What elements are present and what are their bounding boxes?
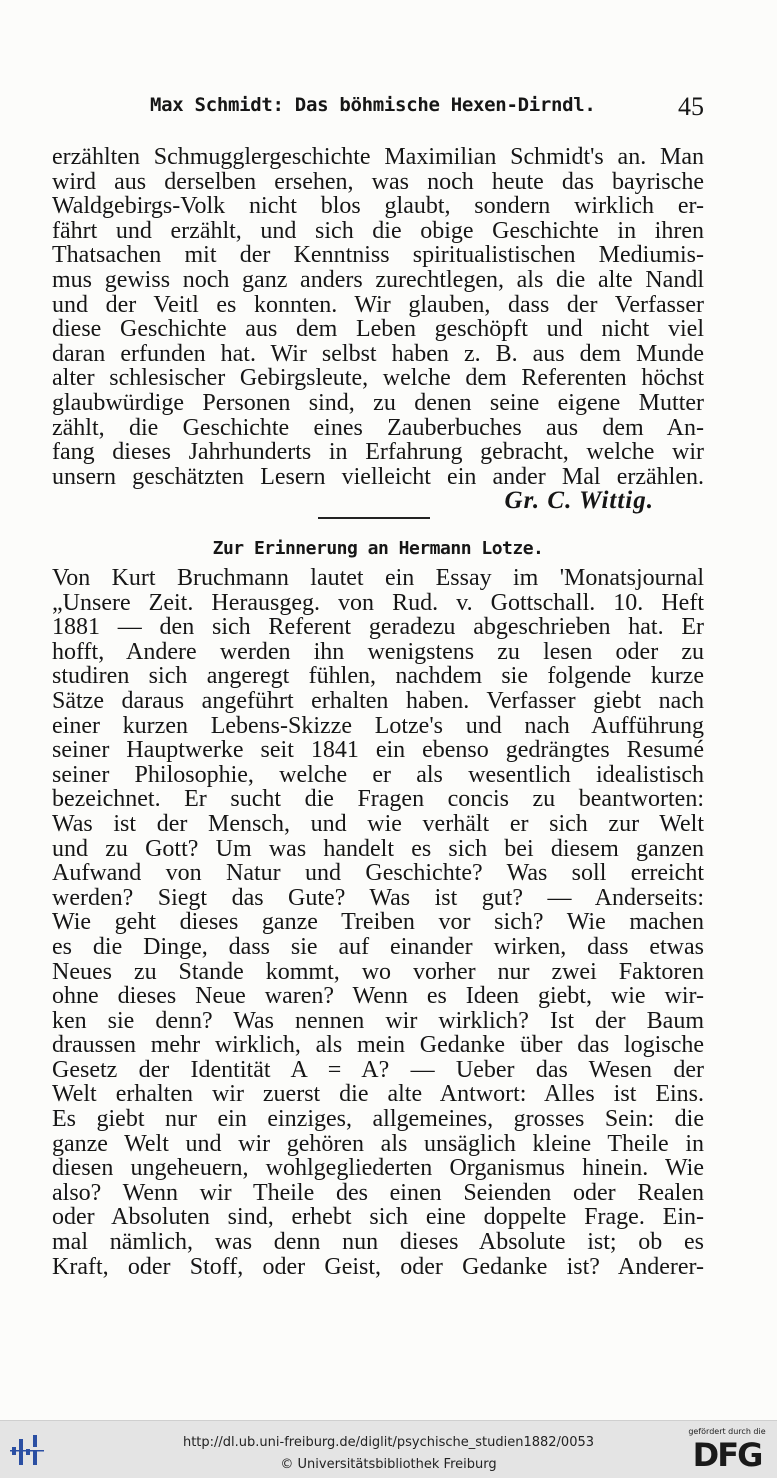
page-header: [150, 92, 710, 124]
paragraph-wittig: [52, 145, 704, 514]
text-line: Was ist der Mensch, und wie verhält er sich zur Welt: [52, 810, 704, 837]
text-line: zählt, die Geschichte eines Zauberbuches aus dem An-: [52, 414, 704, 441]
text-line: seiner Hauptwerke seit 1841 ein ebenso gedrängtes Resumé: [52, 737, 704, 764]
text-line: 1881 — den sich Referent geradezu abgeschrieben hat. Er: [52, 614, 704, 641]
text-line: fang dieses Jahrhunderts in Erfahrung gebracht, welche wir: [52, 439, 704, 466]
text-line: Kraft, oder Stoff, oder Geist, oder Gedanke ist? Anderer-: [52, 1253, 704, 1280]
text-line: Von Kurt Bruchmann lautet ein Essay im 'Monatsjournal: [52, 565, 704, 591]
dfg-caption: gefördert durch die: [688, 1427, 766, 1436]
section-title: Zur Erinnerung an Hermann Lotze.: [212, 538, 544, 559]
text-line: glaubwürdige Personen sind, zu denen seine eigene Mutter: [52, 389, 704, 416]
dfg-funding-badge: [687, 1427, 767, 1475]
text-line: werden? Siegt das Gute? Was ist gut? — Anderseits:: [52, 884, 704, 911]
text-line: diesen ungeheuern, wohlgegliederten Organismus hinein. Wie: [52, 1155, 704, 1182]
text-line: diese Geschichte aus dem Leben geschöpft und nicht viel: [52, 316, 704, 343]
text-line: also? Wenn wir Theile des einen Seienden oder Realen: [52, 1179, 704, 1206]
text-line: draussen mehr wirklich, als mein Gedanke über das logische: [52, 1032, 704, 1059]
viewer-footer: [0, 1420, 777, 1478]
text-line: Sätze daraus angeführt erhalten haben. Verfasser giebt nach: [52, 687, 704, 714]
text-line: Es giebt nur ein einziges, allgemeines, grosses Sein: die: [52, 1106, 704, 1133]
text-line: seiner Philosophie, welche er als wesentlich idealistisch: [52, 761, 704, 788]
text-line: studiren sich angeregt fühlen, nachdem sie folgende kurze: [52, 663, 704, 690]
text-line: Gesetz der Identität A = A? — Ueber das Wesen der: [52, 1056, 704, 1083]
text-line: alter schlesischer Gebirgsleute, welche dem Referenten höchst: [52, 365, 704, 392]
text-line: Wie geht dieses ganze Treiben vor sich? Wie machen: [52, 909, 704, 936]
text-line: oder Absoluten sind, erhebt sich eine doppelte Frage. Ein-: [52, 1204, 704, 1231]
dfg-logo-icon: DFG: [692, 1436, 762, 1474]
text-line: erzählten Schmugglergeschichte Maximilian Schmidt's an. Man: [52, 144, 704, 170]
author-signature: Gr. C. Wittig.: [504, 487, 654, 515]
text-line: und der Veitl es konnten. Wir glauben, dass der Verfasser: [52, 291, 704, 318]
text-line: Aufwand von Natur und Geschichte? Was soll erreicht: [52, 860, 704, 887]
text-line: unsern geschätzten Lesern vielleicht ein ander Mal erzählen.: [52, 463, 704, 490]
permalink-url[interactable]: http://dl.ub.uni-freiburg.de/diglit/psychische_studien1882/0053: [182, 1435, 595, 1450]
text-line: mus gewiss noch ganz anders zurechtlegen, als die alte Nandl: [52, 266, 704, 293]
text-line: hofft, Andere werden ihn wenigstens zu lesen oder zu: [52, 638, 704, 665]
signature-line: [52, 489, 704, 514]
text-line: „Unsere Zeit. Herausgeg. von Rud. v. Gottschall. 10. Heft: [52, 589, 704, 616]
text-line: und zu Gott? Um was handelt es sich bei diesem ganzen: [52, 835, 704, 862]
text-line: ganze Welt und wir gehören als unsäglich kleine Theile in: [52, 1130, 704, 1157]
page-number: 45: [678, 92, 704, 121]
text-line: Waldgebirgs-Volk nicht blos glaubt, sondern wirklich er-: [52, 193, 704, 220]
paragraph-lotze: [52, 566, 704, 1279]
text-line: fährt und erzählt, und sich die obige Geschichte in ihren: [52, 217, 704, 244]
text-line: es die Dinge, dass sie auf einander wirken, dass etwas: [52, 933, 704, 960]
text-line: mal nämlich, was denn nun dieses Absolute ist; ob es: [52, 1229, 704, 1256]
running-head: Max Schmidt: Das böhmische Hexen-Dirndl.: [150, 94, 596, 116]
text-line: wird aus derselben ersehen, was noch heute das bayrische: [52, 168, 704, 195]
text-line: einer kurzen Lebens-Skizze Lotze's und nach Aufführung: [52, 712, 704, 739]
text-line: ken sie denn? Was nennen wir wirklich? Ist der Baum: [52, 1007, 704, 1034]
text-line: ohne dieses Neue waren? Wenn es Ideen giebt, wie wir-: [52, 983, 704, 1010]
copyright-notice: © Universitätsbibliothek Freiburg: [280, 1457, 497, 1472]
text-line: daran erfunden hat. Wir selbst haben z. B. aus dem Munde: [52, 340, 704, 367]
text-line: Neues zu Stande kommt, wo vorher nur zwei Faktoren: [52, 958, 704, 985]
section-divider: [318, 517, 430, 519]
text-line: Welt erhalten wir zuerst die alte Antwort: Alles ist Eins.: [52, 1081, 704, 1108]
text-line: Thatsachen mit der Kenntniss spiritualistischen Mediumis-: [52, 242, 704, 269]
text-line: bezeichnet. Er sucht die Fragen concis zu beantworten:: [52, 786, 704, 813]
